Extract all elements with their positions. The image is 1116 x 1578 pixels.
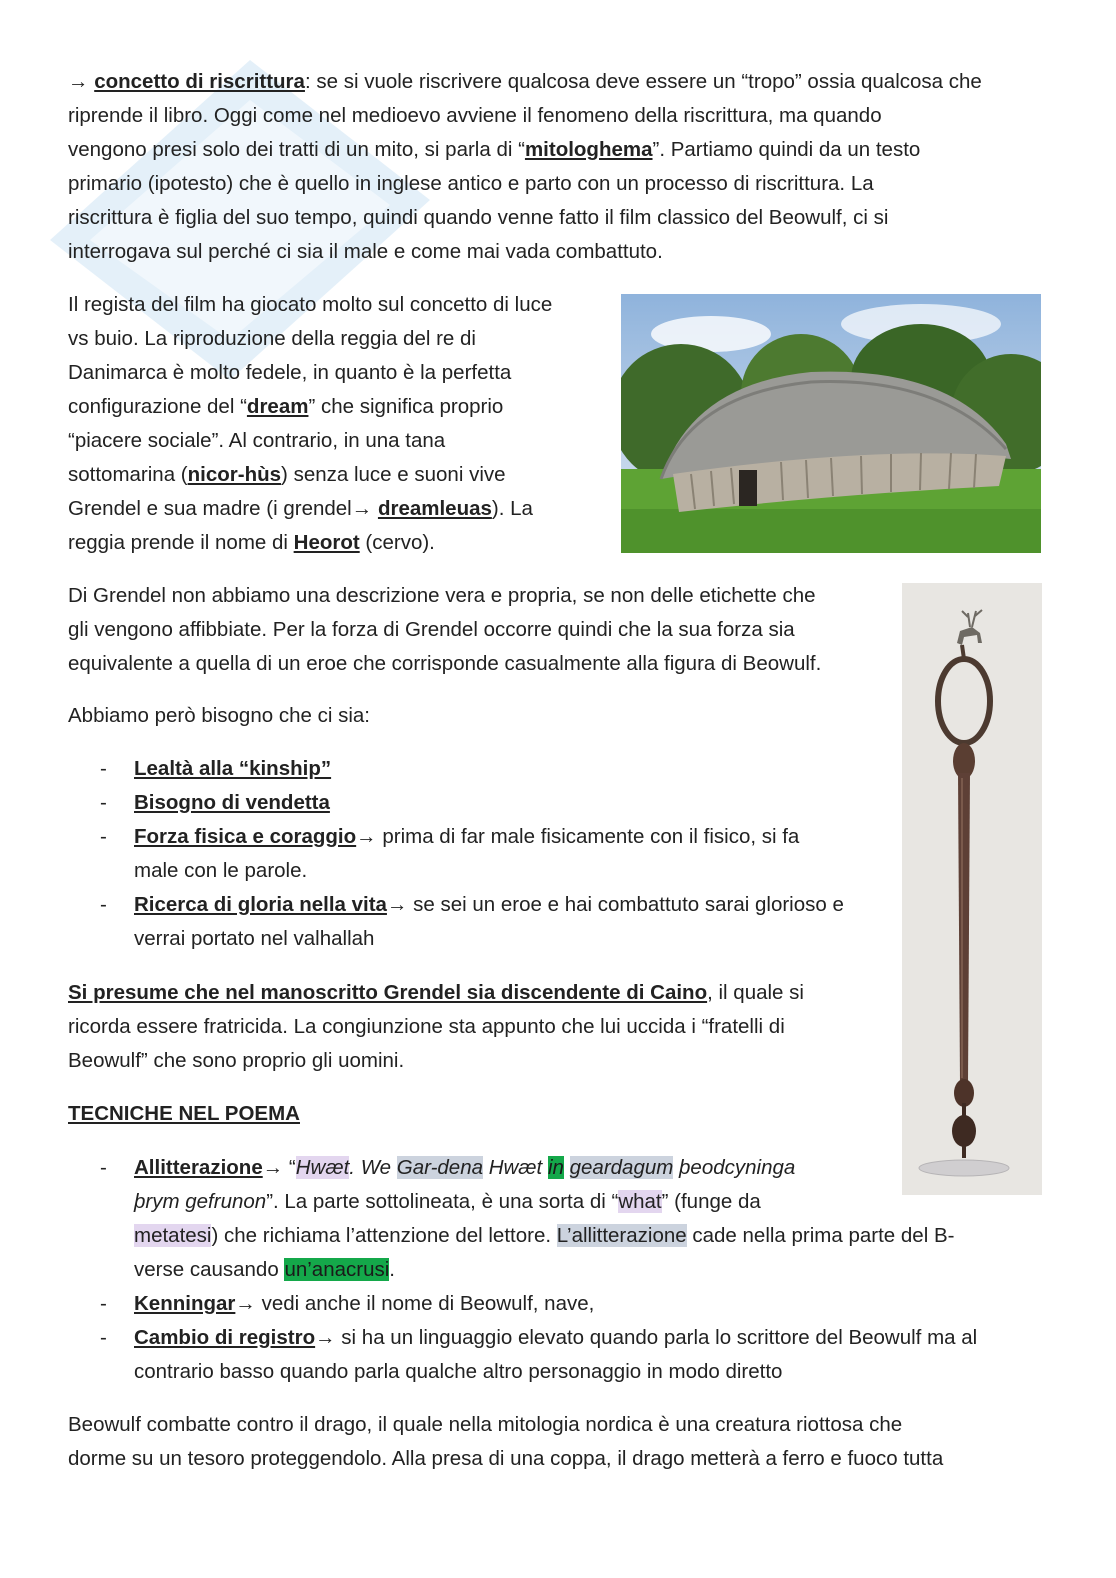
term-concetto-riscrittura: concetto di riscrittura [94, 70, 305, 93]
list-bullet: - [100, 1326, 107, 1349]
paragraph-drago: Beowulf combatte contro il drago, il quale nella mitologia nordica è una creatura riottosa che dorme su un tesoro proteggendolo. Alla presa di una coppa, il drago metterà a ferro e fuoco tutta [68, 1413, 944, 1470]
term-mitologhema: mitologhema [524, 138, 653, 161]
term-caino: Si presume che nel manoscritto Grendel sia discendente di Caino [68, 981, 708, 1004]
term-heorot: Heorot [293, 531, 360, 554]
list-bullet: - [100, 825, 107, 848]
paragraph-grendel: Di Grendel non abbiamo una descrizione vera e propria, se non delle etichette che gli vengono affibbiate. Per la forza di Grendel occorre quindi che la sua forza sia equivalente a quella di un eroe che corrisponde casualmente alla figura di Beowulf. [68, 584, 822, 675]
paragraph-bisogno: Abbiamo però bisogno che ci sia: [68, 704, 370, 727]
list-item-vendetta: Bisogno di vendetta [134, 791, 330, 814]
list-item-allitterazione: Allitterazione→ “Hwæt. We Gar-dena Hwæt in geardagum þeodcyninga þrym gefrunon”. La parte sottolineata, è una sorta di “what” (funge da metatesi) che richiama l’attenzione del lettore. L’allitterazione cade nella prima parte del B- verse causando un’anacrusi. [134, 1156, 955, 1281]
list-item-gloria: Ricerca di gloria nella vita→ se sei un eroe e hai combattuto sarai glorioso e verrai portato nel valhallah [134, 893, 844, 950]
staff-image [902, 583, 1042, 1195]
term-dreamleuas: dreamleuas [377, 497, 492, 520]
list-bullet: - [100, 1156, 107, 1179]
list-item-forza: Forza fisica e coraggio→ prima di far male fisicamente con il fisico, si fa male con le parole. [134, 825, 800, 882]
list-item-kenningar: Kenningar→ vedi anche il nome di Beowulf, nave, [134, 1292, 595, 1315]
list-bullet: - [100, 757, 107, 780]
term-dream: dream [246, 395, 309, 418]
paragraph-riscrittura: → concetto di riscrittura: se si vuole riscrivere qualcosa deve essere un “tropo” ossia qualcosa che riprende il libro. Oggi come nel medioevo avviene il fenomeno della riscrittura, ma quando vengono presi solo dei tratti di un mito, si parla di “mitologhema”. Partiamo quindi da un testo primario (ipotesto) che è quello in inglese antico e parto con un processo di riscrittura. La riscrittura è figlia del suo tempo, quindi quando venne fatto il film classico del Beowulf, ci si interrogava sul perché ci sia il male e come mai vada combattuto. [68, 70, 982, 263]
paragraph-regista: Il regista del film ha giocato molto sul concetto di luce vs buio. La riproduzione della reggia del re di Danimarca è molto fedele, in quanto è la perfetta configurazione del “dream” che significa proprio “piacere sociale”. Al contrario, in una tana sottomarina (nicor-hùs) senza luce e suoni vive Grendel e sua madre (i grendel→ dreamleuas). La reggia prende il nome di Heorot (cervo). [68, 293, 553, 554]
section-heading: TECNICHE NEL POEMA [68, 1102, 300, 1125]
term-nicor-hus: nicor-hùs [187, 463, 282, 486]
paragraph-caino: Si presume che nel manoscritto Grendel sia discendente di Caino, il quale si ricorda essere fratricida. La congiunzione sta appunto che lui uccida i “fratelli di Beowulf” che sono proprio gli uomini. [68, 981, 804, 1072]
list-bullet: - [100, 893, 107, 916]
list-item-registro: Cambio di registro→ si ha un linguaggio elevato quando parla lo scrittore del Beowulf ma al contrario basso quando parla qualche altro personaggio in modo diretto [134, 1326, 978, 1383]
longhouse-image [621, 294, 1041, 553]
list-bullet: - [100, 791, 107, 814]
list-bullet: - [100, 1292, 107, 1315]
list-item-kinship: Lealtà alla “kinship” [134, 757, 332, 780]
